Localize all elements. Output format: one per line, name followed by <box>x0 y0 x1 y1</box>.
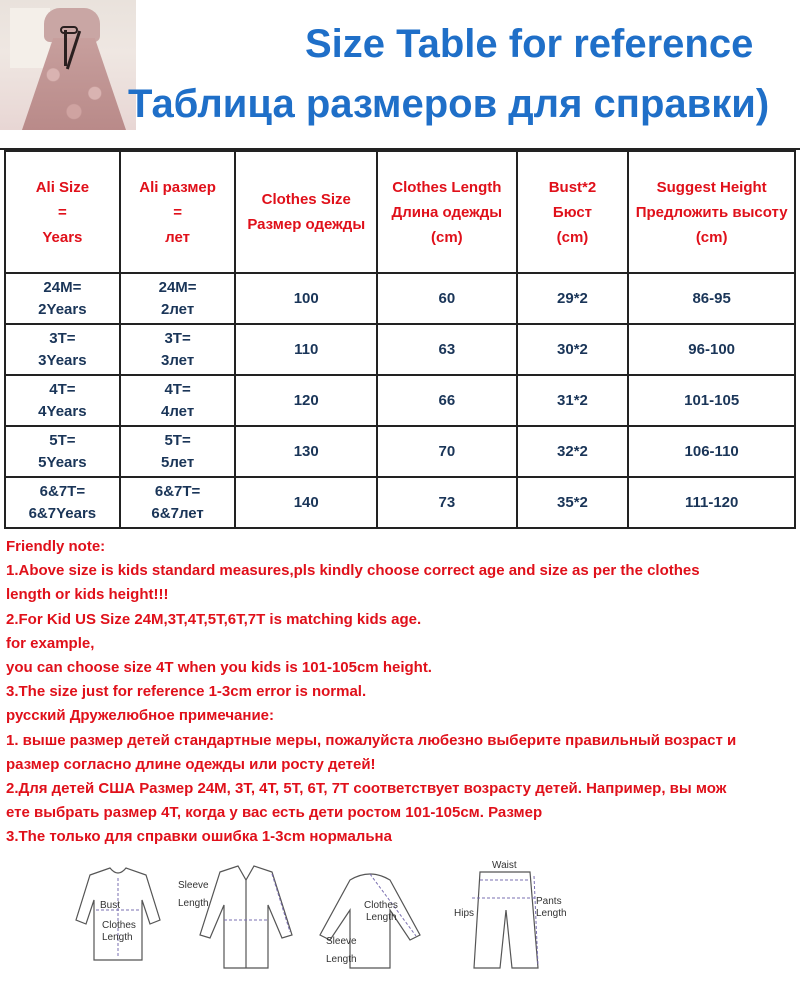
table-row <box>5 477 795 528</box>
cell-ali-size: 5T= 5Years <box>5 426 120 477</box>
cell-height: 96-100 <box>628 324 795 375</box>
note-line: ете выбрать размер 4T, когда у вас есть дети ростом 101-105см. Размер <box>6 804 543 822</box>
note-line: length or kids height!!! <box>6 586 169 604</box>
table-row <box>5 324 795 375</box>
cell-clothes-size: 140 <box>235 477 377 528</box>
cell-clothes-size: 130 <box>235 426 377 477</box>
label-length: Length <box>178 898 209 909</box>
header-bust: Bust*2 Бюст (cm) <box>517 151 629 273</box>
cell-clothes-length: 63 <box>377 324 517 375</box>
label-waist: Waist <box>492 860 517 871</box>
cell-clothes-size: 120 <box>235 375 377 426</box>
label-length: Length <box>102 932 133 943</box>
friendly-notes <box>6 535 796 850</box>
cell-ali-size-ru: 4T= 4лет <box>120 375 236 426</box>
cell-clothes-size: 100 <box>235 273 377 324</box>
cell-height: 101-105 <box>628 375 795 426</box>
header <box>0 0 800 148</box>
cell-height: 111-120 <box>628 477 795 528</box>
note-line: 1. выше размер детей стандартные меры, пожалуйста любезно выберите правильный возраст и <box>6 731 737 749</box>
cell-ali-size-ru: 24M= 2лет <box>120 273 236 324</box>
cell-height: 86-95 <box>628 273 795 324</box>
header-ali-size: Ali Size = Years <box>5 151 120 273</box>
note-line: for example, <box>6 634 95 652</box>
cell-clothes-length: 73 <box>377 477 517 528</box>
cell-ali-size: 6&7T= 6&7Years <box>5 477 120 528</box>
note-line: you can choose size 4T when you kids is 101-105cm height. <box>6 659 432 677</box>
note-line: 1.Above size is kids standard measures,pls kindly choose correct age and size as per the clothes <box>6 562 700 580</box>
cell-clothes-length: 60 <box>377 273 517 324</box>
label-clothes: Clothes <box>364 900 398 911</box>
label-length: Length <box>366 912 397 923</box>
table-row <box>5 273 795 324</box>
label-sleeve: Sleeve <box>178 880 209 891</box>
cell-bust: 29*2 <box>517 273 629 324</box>
cell-bust: 32*2 <box>517 426 629 477</box>
cell-bust: 30*2 <box>517 324 629 375</box>
pants-sketch <box>474 872 538 968</box>
label-length: Length <box>326 954 357 965</box>
product-photo <box>0 0 136 130</box>
note-line: Friendly note: <box>6 538 106 555</box>
measurement-diagrams <box>60 850 580 990</box>
note-line: 2.For Kid US Size 24M,3T,4T,5T,6T,7T is matching kids age. <box>6 610 422 628</box>
note-line: 2.Для детей США Размер 24M, 3T, 4T, 5T, 6T, 7T соответствует возрасту детей. Например, вы мож <box>6 780 727 798</box>
note-line: русский Дружелюбное примечание: <box>6 707 275 725</box>
cell-clothes-length: 70 <box>377 426 517 477</box>
label-hips: Hips <box>454 908 475 919</box>
label-clothes: Clothes <box>102 920 136 931</box>
cell-bust: 31*2 <box>517 375 629 426</box>
note-line: 3.The size just for reference 1-3cm error is normal. <box>6 683 367 701</box>
garment-sketches <box>60 850 580 990</box>
label-length: Length <box>536 908 567 919</box>
label-pants: Pants <box>536 896 562 907</box>
cell-ali-size-ru: 3T= 3лет <box>120 324 236 375</box>
table-row <box>5 375 795 426</box>
cell-height: 106-110 <box>628 426 795 477</box>
cell-ali-size-ru: 6&7T= 6&7лет <box>120 477 236 528</box>
cell-ali-size: 3T= 3Years <box>5 324 120 375</box>
label-bust: Bust <box>100 900 121 911</box>
cell-ali-size: 24M= 2Years <box>5 273 120 324</box>
cell-bust: 35*2 <box>517 477 629 528</box>
cell-clothes-size: 110 <box>235 324 377 375</box>
label-sleeve: Sleeve <box>326 936 357 947</box>
title-english: Size Table for reference <box>305 22 754 66</box>
header-suggest-height: Suggest Height Предложить высоту (cm) <box>628 151 795 273</box>
table-row <box>5 426 795 477</box>
title-russian: Таблица размеров для справки) <box>128 82 770 126</box>
note-line: размер согласно длине одежды или росту детей! <box>6 755 376 773</box>
table-header-row <box>5 151 795 273</box>
header-ali-size-ru: Ali размер = лет <box>120 151 236 273</box>
header-clothes-size: Clothes Size Размер одежды <box>235 151 377 273</box>
size-table <box>4 150 796 529</box>
cell-ali-size-ru: 5T= 5лет <box>120 426 236 477</box>
cell-clothes-length: 66 <box>377 375 517 426</box>
note-line: 3.The только для справки ошибка 1-3cm нормальна <box>6 828 392 846</box>
cell-ali-size: 4T= 4Years <box>5 375 120 426</box>
header-clothes-length: Clothes Length Длина одежды (cm) <box>377 151 517 273</box>
